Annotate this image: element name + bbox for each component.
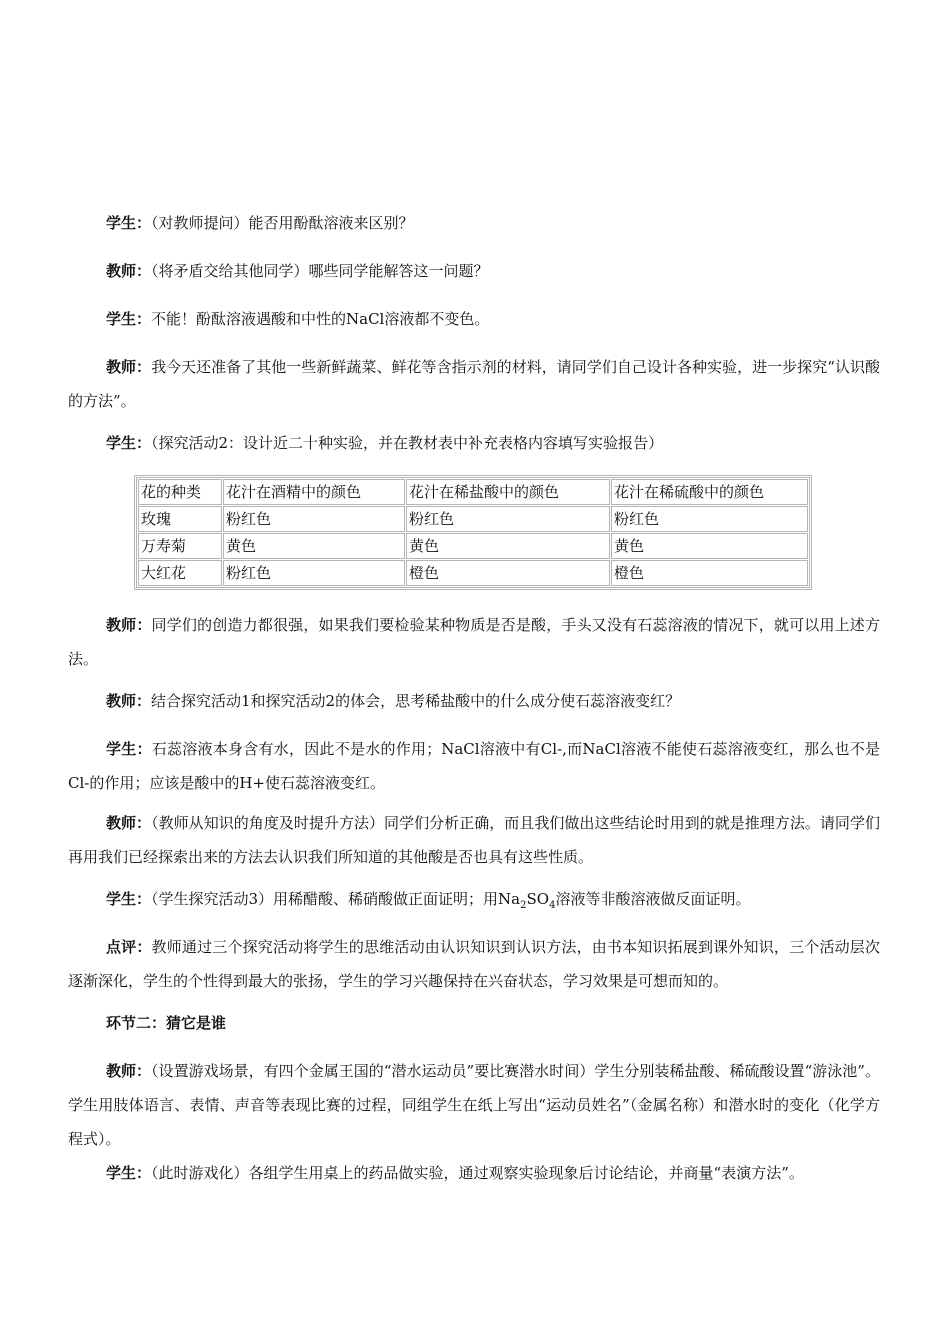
table-cell: 粉红色: [223, 506, 405, 532]
table-cell: 玫瑰: [138, 506, 222, 532]
paragraph-text: （此时游戏化）各组学生用桌上的药品做实验，通过观察实验现象后讨论结论，并商量“表演方法”。: [151, 1164, 804, 1182]
paragraph: [68, 1156, 880, 1190]
table-cell: 橙色: [611, 560, 808, 586]
paragraph-text: 石蕊溶液本身含有水，因此不是水的作用；NaCl溶液中有Cl-,而NaCl溶液不能使石蕊溶液变红，那么也不是Cl-的作用；应该是酸中的H+使石蕊溶液变红。: [68, 740, 880, 792]
paragraph: [68, 1054, 880, 1156]
speaker-label: 学生：: [106, 890, 152, 908]
table-header-cell: 花汁在稀盐酸中的颜色: [406, 479, 610, 505]
table-cell: 黄色: [611, 533, 808, 559]
speaker-label: 学生：: [106, 214, 152, 232]
paragraph-text: SO: [526, 890, 550, 908]
paragraph-text: （教师从知识的角度及时提升方法）同学们分析正确，而且我们做出这些结论时用到的就是推理方法。请同学们再用我们已经探索出来的方法去认识我们所知道的其他酸是否也具有这些性质。: [68, 814, 880, 866]
paragraph-text: （探究活动2：设计近二十种实验，并在教材表中补充表格内容填写实验报告）: [151, 434, 664, 452]
table-cell: 大红花: [138, 560, 222, 586]
subscript: 2: [520, 900, 527, 911]
speaker-label: 学生：: [106, 740, 152, 758]
table-cell: 黄色: [406, 533, 610, 559]
paragraph: [68, 732, 880, 800]
speaker-label: 学生：: [106, 434, 152, 452]
table-row: [138, 533, 808, 559]
paragraph-text: 我今天还准备了其他一些新鲜蔬菜、鲜花等含指示剂的材料，请同学们自己设计各种实验，进一步探究“认识酸的方法”。: [68, 358, 880, 410]
table-row: [138, 506, 808, 532]
paragraph-text: （学生探究活动3）用稀醋酸、稀硝酸做正面证明；用Na: [151, 890, 521, 908]
flower-color-table: [134, 475, 812, 590]
paragraph-text: 溶液等非酸溶液做反面证明。: [555, 890, 751, 908]
table-cell: 粉红色: [611, 506, 808, 532]
paragraph-text: （设置游戏场景，有四个金属王国的“潜水运动员”要比赛潜水时间）学生分别装稀盐酸、稀硫酸设置“游泳池”。学生用肢体语言、表情、声音等表现比赛的过程，同组学生在纸上写出“运动员姓名”（金属名称）和潜水时的变化（化学方程式）。: [68, 1062, 880, 1148]
paragraph: [68, 684, 880, 718]
table-cell: 橙色: [406, 560, 610, 586]
table-header-cell: 花的种类: [138, 479, 222, 505]
paragraph-text: （将矛盾交给其他同学）哪些同学能解答这一问题？: [151, 262, 489, 280]
speaker-label: 学生：: [106, 1164, 152, 1182]
paragraph: [68, 254, 880, 288]
speaker-label: 教师：: [106, 262, 152, 280]
speaker-label: 教师：: [106, 1062, 152, 1080]
table-header-cell: 花汁在酒精中的颜色: [223, 479, 405, 505]
speaker-label: 点评：: [106, 938, 152, 956]
table-cell: 粉红色: [223, 560, 405, 586]
speaker-label: 教师：: [106, 692, 152, 710]
paragraph: [68, 206, 880, 240]
paragraph-text: （对教师提问）能否用酚酞溶液来区别？: [151, 214, 414, 232]
paragraph: [68, 302, 880, 336]
paragraph-text: 不能！酚酞溶液遇酸和中性的NaCl溶液都不变色。: [151, 310, 490, 328]
paragraph: [68, 930, 880, 998]
speaker-label: 教师：: [106, 358, 152, 376]
speaker-label: 教师：: [106, 814, 152, 832]
paragraph-text: 同学们的创造力都很强，如果我们要检验某种物质是否是酸，手头又没有石蕊溶液的情况下，就可以用上述方法。: [68, 616, 880, 668]
table-header-cell: 花汁在稀硫酸中的颜色: [611, 479, 808, 505]
speaker-label: 学生：: [106, 310, 152, 328]
paragraph: [68, 806, 880, 874]
paragraph: [68, 350, 880, 418]
table-cell: 粉红色: [406, 506, 610, 532]
table-cell: 万寿菊: [138, 533, 222, 559]
paragraph: [68, 608, 880, 676]
paragraph: [68, 426, 880, 460]
section-heading: 环节二：猜它是谁: [106, 1014, 227, 1032]
subscript: 4: [549, 900, 556, 911]
paragraph-text: 教师通过三个探究活动将学生的思维活动由认识知识到认识方法，由书本知识拓展到课外知识，三个活动层次逐渐深化，学生的个性得到最大的张扬，学生的学习兴趣保持在兴奋状态，学习效果是可想而知的。: [68, 938, 880, 990]
table-header-row: [138, 479, 808, 505]
table-cell: 黄色: [223, 533, 405, 559]
speaker-label: 教师：: [106, 616, 152, 634]
paragraph: [68, 882, 880, 916]
table-row: [138, 560, 808, 586]
paragraph-text: 结合探究活动1和探究活动2的体会，思考稀盐酸中的什么成分使石蕊溶液变红？: [151, 692, 681, 710]
